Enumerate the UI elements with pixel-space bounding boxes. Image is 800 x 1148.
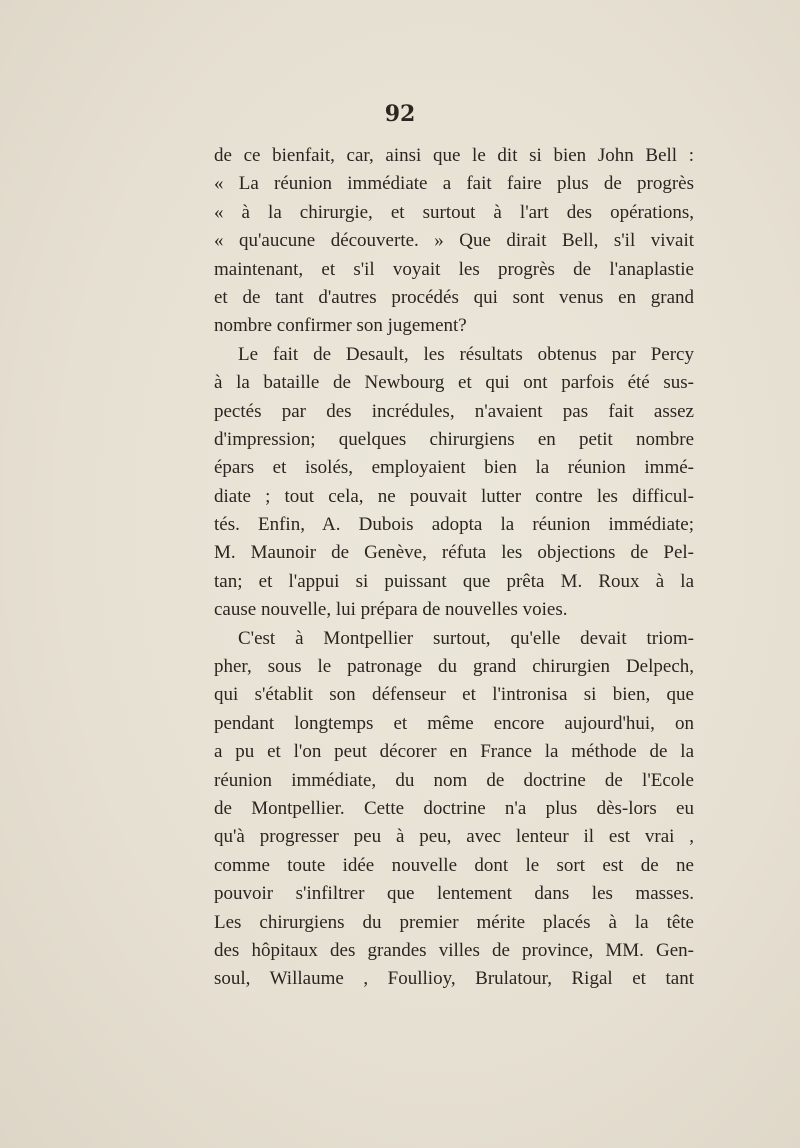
- text-line: cause nouvelle, lui prépara de nouvelles voies.: [214, 599, 568, 621]
- text-line: « qu'aucune découverte. » Que dirait Bell, s'il vivait: [214, 230, 694, 252]
- text-line: de Montpellier. Cette doctrine n'a plus dès-lors eu: [214, 797, 694, 819]
- text-line: qu'à progresser peu à peu, avec lenteur il est vrai ,: [214, 826, 694, 848]
- text-line: d'impression; quelques chirurgiens en petit nombre: [214, 428, 694, 450]
- text-line: de ce bienfait, car, ainsi que le dit si bien John Bell :: [214, 145, 694, 166]
- text-line: comme toute idée nouvelle dont le sort est de ne: [214, 854, 694, 876]
- text-line: tan; et l'appui si puissant que prêta M. Roux à la: [214, 570, 694, 592]
- text-line: C'est à Montpellier surtout, qu'elle devait triom-: [238, 627, 694, 649]
- text-line: épars et isolés, employaient bien la réunion immé-: [214, 457, 694, 479]
- text-line: Les chirurgiens du premier mérite placés à la tête: [214, 911, 694, 933]
- body-text: [214, 142, 694, 994]
- text-line: a pu et l'on peut décorer en France la méthode de la: [214, 741, 694, 763]
- text-line: pendant longtemps et même encore aujourd'hui, on: [214, 712, 694, 734]
- text-line: soul, Willaume , Foullioy, Brulatour, Rigal et tant: [214, 968, 694, 990]
- text-line: « La réunion immédiate a fait faire plus de progrès: [214, 173, 694, 195]
- text-line: « à la chirurgie, et surtout à l'art des opérations,: [214, 201, 694, 223]
- text-line: pouvoir s'infiltrer que lentement dans les masses.: [214, 883, 694, 905]
- text-line: pectés par des incrédules, n'avaient pas fait assez: [214, 400, 694, 422]
- text-line: réunion immédiate, du nom de doctrine de l'Ecole: [214, 769, 694, 791]
- page-number: 92: [384, 101, 416, 127]
- text-line: des hôpitaux des grandes villes de province, MM. Gen-: [214, 939, 694, 961]
- text-line: pher, sous le patronage du grand chirurgien Delpech,: [214, 656, 694, 678]
- text-line: maintenant, et s'il voyait les progrès de l'anaplastie: [214, 258, 694, 280]
- text-line: et de tant d'autres procédés qui sont venus en grand: [214, 286, 694, 308]
- text-line: Le fait de Desault, les résultats obtenus par Percy: [238, 343, 694, 365]
- text-line: à la bataille de Newbourg et qui ont parfois été sus-: [214, 372, 694, 394]
- text-line: qui s'établit son défenseur et l'intronisa si bien, que: [214, 684, 694, 706]
- text-line: nombre confirmer son jugement?: [214, 315, 467, 337]
- text-line: diate ; tout cela, ne pouvait lutter contre les difficul-: [214, 485, 694, 507]
- text-line: tés. Enfin, A. Dubois adopta la réunion immédiate;: [214, 514, 694, 536]
- text-line: M. Maunoir de Genève, réfuta les objections de Pel-: [214, 542, 694, 564]
